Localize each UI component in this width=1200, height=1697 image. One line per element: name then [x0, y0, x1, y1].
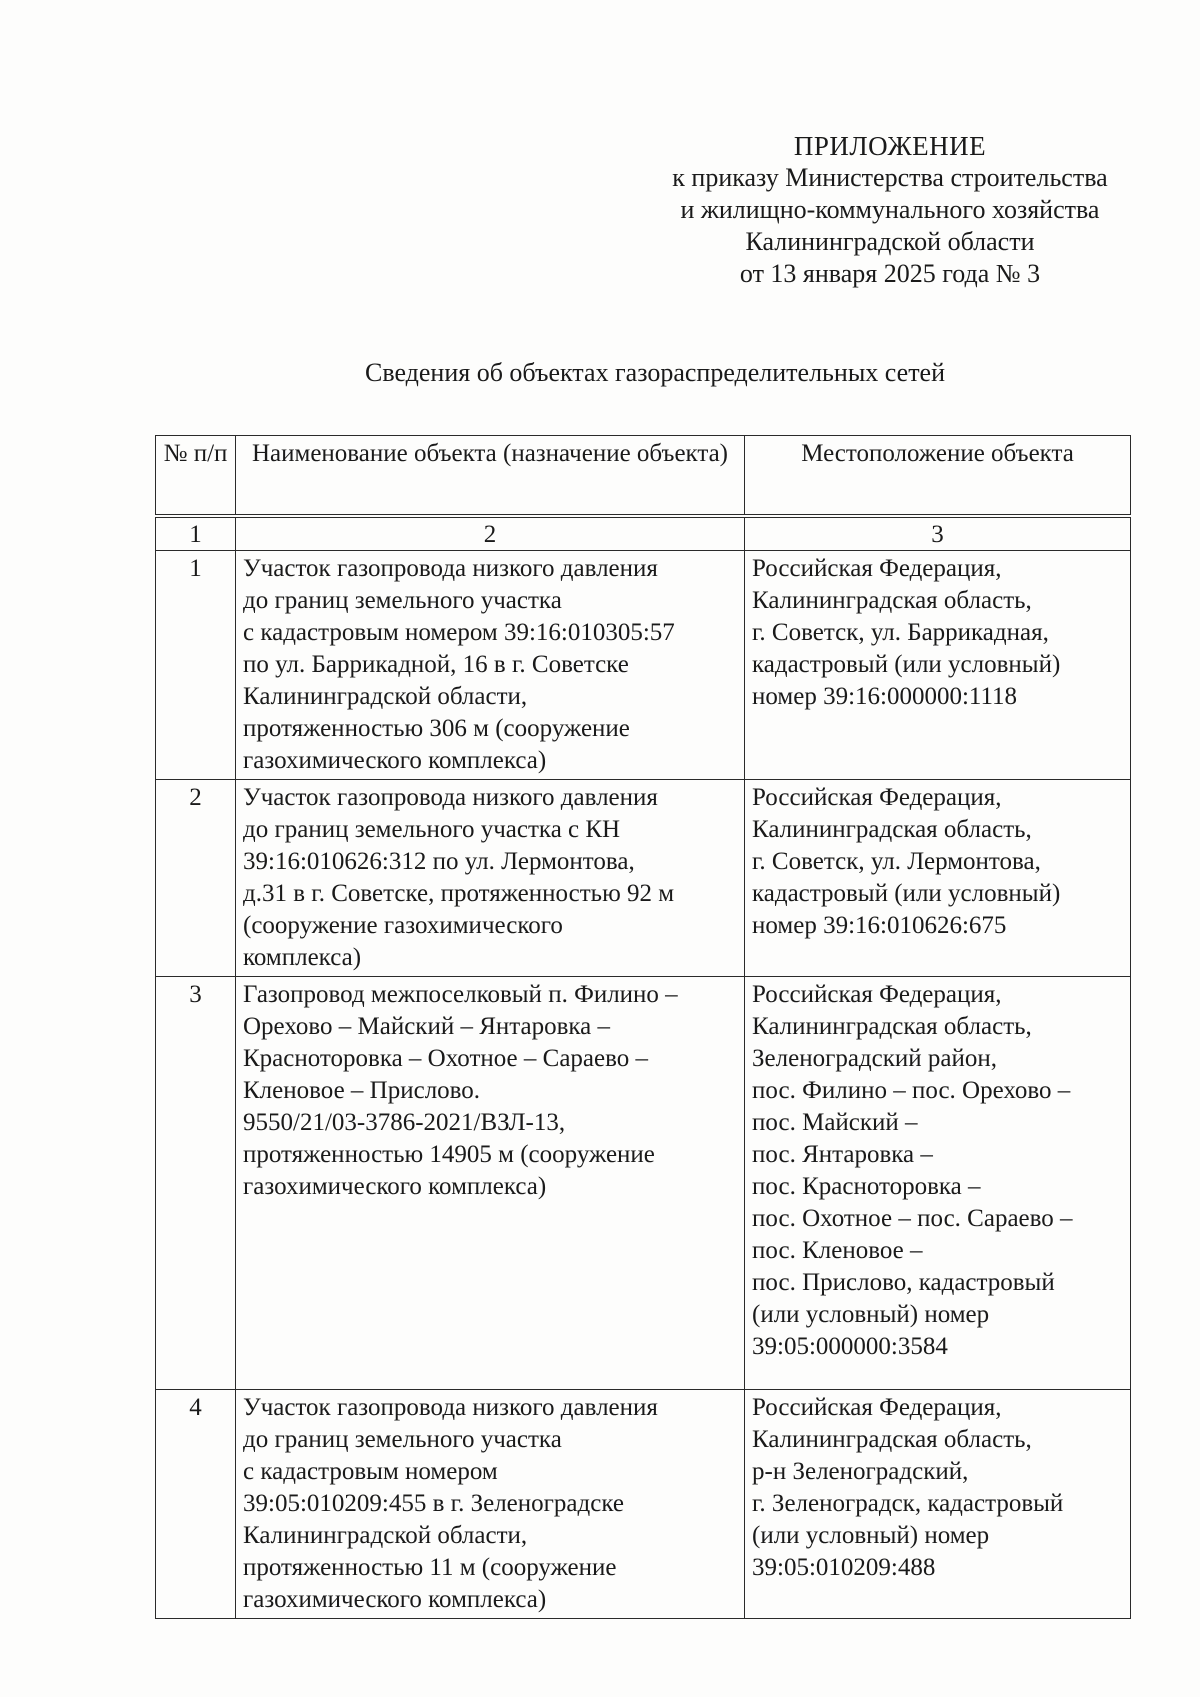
- object-location-line: пос. Прислово, кадастровый: [752, 1269, 1055, 1296]
- object-location-line: пос. Филино – пос. Орехово –: [752, 1077, 1071, 1104]
- row-number: 3: [156, 977, 236, 1390]
- appendix-line: от 13 января 2025 года № 3: [739, 259, 1041, 288]
- object-location-line: пос. Янтаровка –: [752, 1141, 933, 1168]
- object-location-cell: [745, 551, 1131, 780]
- table-row: [156, 977, 1131, 1390]
- object-location-line: номер 39:16:010626:675: [752, 912, 1007, 939]
- object-name-line: по ул. Баррикадной, 16 в г. Советске: [243, 651, 629, 678]
- object-location-line: Калининградская область,: [752, 587, 1032, 614]
- object-name-line: д.31 в г. Советске, протяженностью 92 м: [243, 880, 675, 907]
- header-text: п/п: [193, 440, 228, 467]
- header-text: Наименование объекта: [251, 440, 497, 467]
- object-name-line: 39:05:010209:455 в г. Зеленоградске: [243, 1490, 624, 1517]
- object-location-line: г. Советск, ул. Лермонтова,: [752, 848, 1041, 875]
- appendix-heading: ПРИЛОЖЕНИЕ: [793, 131, 987, 161]
- object-location-line: кадастровый (или условный): [752, 651, 1061, 678]
- object-name-line: комплекса): [243, 944, 362, 971]
- object-name-line: Газопровод межпоселковый п. Филино –: [243, 981, 678, 1008]
- object-name-line: до границ земельного участка: [243, 587, 562, 614]
- header-text: №: [163, 440, 188, 467]
- object-name-cell: [236, 977, 745, 1390]
- object-location-cell: [745, 977, 1131, 1390]
- column-number: 3: [745, 516, 1131, 551]
- object-name-line: Орехово – Майский – Янтаровка –: [243, 1013, 611, 1040]
- object-location-line: Зеленоградский район,: [752, 1045, 997, 1072]
- row-number: 1: [156, 551, 236, 780]
- object-location-cell: [745, 1390, 1131, 1619]
- appendix-line: Калининградской области: [745, 227, 1035, 256]
- object-location-line: Калининградская область,: [752, 816, 1032, 843]
- column-number-row: [156, 516, 1131, 551]
- object-location-line: (или условный) номер: [752, 1301, 990, 1328]
- object-location-line: 39:05:010209:488: [752, 1554, 936, 1581]
- appendix-line: и жилищно-коммунального хозяйства: [680, 195, 1100, 224]
- object-name-line: газохимического комплекса): [243, 1586, 547, 1613]
- object-location-line: г. Зеленоградск, кадастровый: [752, 1490, 1064, 1517]
- table-row: [156, 780, 1131, 977]
- object-name-line: Калининградской области,: [243, 683, 528, 710]
- object-name-line: Участок газопровода низкого давления: [243, 1394, 658, 1421]
- object-location-line: Калининградская область,: [752, 1013, 1032, 1040]
- header-text: Местоположение объекта: [801, 440, 1074, 467]
- object-name-line: Кленовое – Прислово.: [243, 1077, 481, 1104]
- object-name-line: с кадастровым номером 39:16:010305:57: [243, 619, 675, 646]
- object-location-line: Российская Федерация,: [752, 784, 1002, 811]
- row-number: 4: [156, 1390, 236, 1619]
- object-location-line: Калининградская область,: [752, 1426, 1032, 1453]
- object-location-line: Российская Федерация,: [752, 555, 1002, 582]
- object-name-line: протяженностью 14905 м (сооружение: [243, 1141, 655, 1168]
- objects-table: [155, 435, 1131, 1619]
- object-location-line: пос. Майский –: [752, 1109, 918, 1136]
- appendix-block: [640, 130, 1140, 290]
- object-name-line: Участок газопровода низкого давления: [243, 555, 658, 582]
- object-name-line: (сооружение газохимического: [243, 912, 563, 939]
- header-name: [236, 436, 745, 517]
- column-number: 1: [156, 516, 236, 551]
- object-name-line: с кадастровым номером: [243, 1458, 498, 1485]
- object-location-line: (или условный) номер: [752, 1522, 990, 1549]
- object-name-line: до границ земельного участка: [243, 1426, 562, 1453]
- appendix-line: к приказу Министерства строительства: [672, 163, 1108, 192]
- table-header-row: [156, 436, 1131, 517]
- column-number: 2: [236, 516, 745, 551]
- object-location-line: Российская Федерация,: [752, 981, 1002, 1008]
- header-location: [745, 436, 1131, 517]
- table-row: [156, 1390, 1131, 1619]
- object-name-line: до границ земельного участка с КН: [243, 816, 621, 843]
- object-name-line: Красноторовка – Охотное – Сараево –: [243, 1045, 649, 1072]
- object-name-line: 9550/21/03-3786-2021/ВЗЛ-13,: [243, 1109, 566, 1136]
- object-name-line: газохимического комплекса): [243, 1173, 547, 1200]
- object-location-cell: [745, 780, 1131, 977]
- object-name-line: газохимического комплекса): [243, 747, 547, 774]
- object-name-cell: [236, 551, 745, 780]
- document-title: Сведения об объектах газораспределительных сетей: [364, 358, 946, 387]
- object-location-line: кадастровый (или условный): [752, 880, 1061, 907]
- object-location-line: номер 39:16:000000:1118: [752, 683, 1018, 710]
- object-name-line: протяженностью 306 м (сооружение: [243, 715, 630, 742]
- object-location-line: г. Советск, ул. Баррикадная,: [752, 619, 1049, 646]
- object-name-line: 39:16:010626:312 по ул. Лермонтова,: [243, 848, 635, 875]
- object-location-line: пос. Охотное – пос. Сараево –: [752, 1205, 1073, 1232]
- object-name-line: Участок газопровода низкого давления: [243, 784, 658, 811]
- row-number: 2: [156, 780, 236, 977]
- table-row: [156, 551, 1131, 780]
- object-location-line: Российская Федерация,: [752, 1394, 1002, 1421]
- object-name-cell: [236, 1390, 745, 1619]
- object-location-line: пос. Кленовое –: [752, 1237, 923, 1264]
- object-location-line: р-н Зеленоградский,: [752, 1458, 969, 1485]
- object-name-line: Калининградской области,: [243, 1522, 528, 1549]
- header-text: (назначение объекта): [503, 440, 729, 467]
- header-num: [156, 436, 236, 517]
- object-location-line: 39:05:000000:3584: [752, 1333, 948, 1360]
- object-location-line: пос. Красноторовка –: [752, 1173, 981, 1200]
- object-name-line: протяженностью 11 м (сооружение: [243, 1554, 617, 1581]
- object-name-cell: [236, 780, 745, 977]
